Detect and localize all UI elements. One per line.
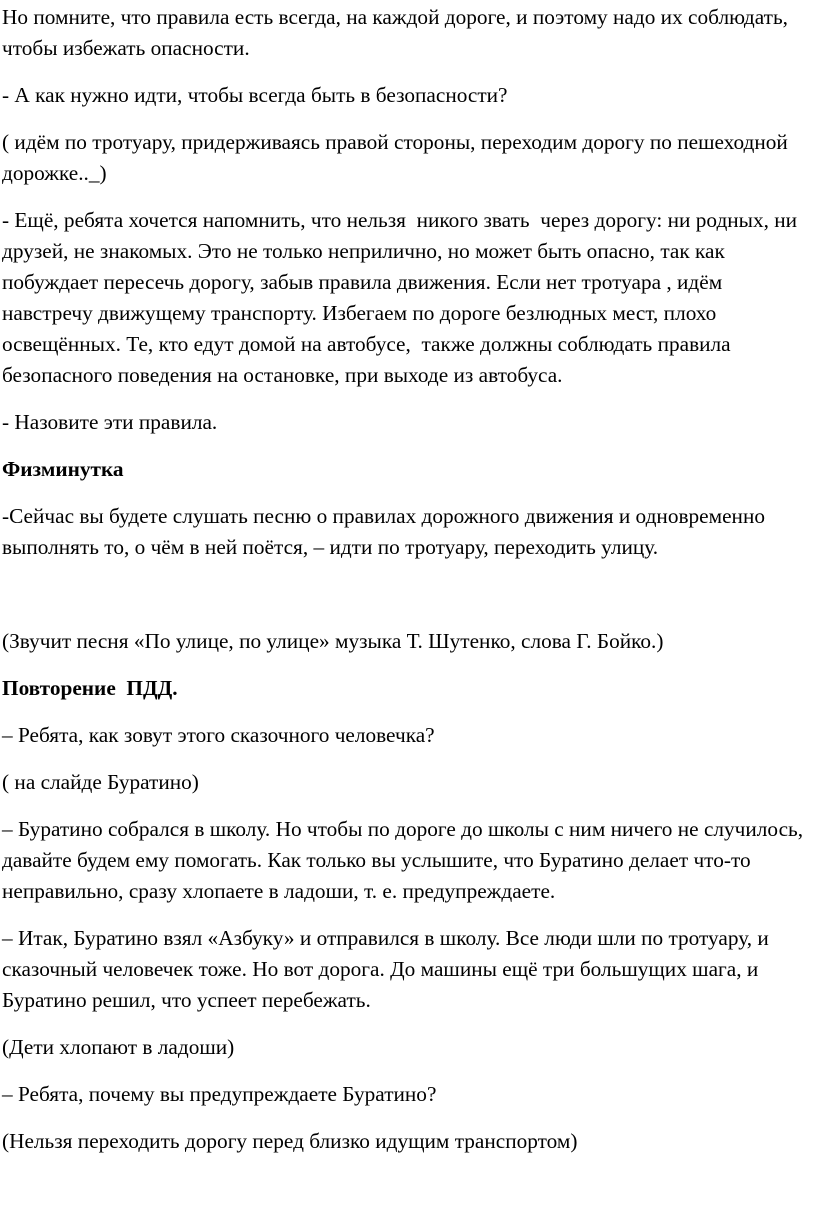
paragraph-question-safety: - А как нужно идти, чтобы всегда быть в безопасности?: [2, 83, 508, 107]
heading-fizminutka: Физминутка: [2, 457, 124, 481]
paragraph-buratino-school: – Буратино собрался в школу. Но чтобы по дороге до школы с ним ничего не случилось, давайте будем ему помогать. Как только вы услышите, что Буратино делает что-то неправильно, сразу хлопаете в ладоши, т. е. предупреждаете.: [2, 817, 809, 903]
paragraph-question-why: – Ребята, почему вы предупреждаете Буратино?: [2, 1082, 437, 1106]
blank-line: [2, 579, 808, 610]
paragraph-song-credit: (Звучит песня «По улице, по улице» музыка Т. Шутенко, слова Г. Бойко.): [2, 629, 664, 653]
paragraph-reminder: - Ещё, ребята хочется напомнить, что нельзя никого звать через дорогу: ни родных, ни друзей, не знакомых. Это не только неприлично, но может быть опасно, так как побуждает пересечь дорогу, забыв правила движения. Если нет тротуара , идём навстречу движущему транспорту. Избегаем по дороге безлюдных мест, плохо освещённых. Те, кто едут домой на автобусе, также должны соблюдать правила безопасного поведения на остановке, при выходе из автобуса.: [2, 208, 803, 387]
paragraph-slide-buratino: ( на слайде Буратино): [2, 770, 199, 794]
paragraph-rules-always: Но помните, что правила есть всегда, на каждой дороге, и поэтому надо их соблюдать, чтобы избежать опасности.: [2, 5, 794, 60]
paragraph-children-clap: (Дети хлопают в ладоши): [2, 1035, 235, 1059]
paragraph-answer-sidewalk: ( идём по тротуару, придерживаясь правой стороны, переходим дорогу по пешеходной дорожке.._): [2, 130, 794, 185]
paragraph-name-rules: - Назовите эти правила.: [2, 410, 218, 434]
paragraph-song-instructions: -Сейчас вы будете слушать песню о правилах дорожного движения и одновременно выполнять то, о чём в ней поётся, – идти по тротуару, переходить улицу.: [2, 504, 771, 559]
paragraph-answer-transport: (Нельзя переходить дорогу перед близко идущим транспортом): [2, 1129, 578, 1153]
paragraph-buratino-road: – Итак, Буратино взял «Азбуку» и отправился в школу. Все люди шли по тротуару, и сказочный человечек тоже. Но вот дорога. До машины ещё три большущих шага, и Буратино решил, что успеет перебежать.: [2, 926, 775, 1012]
paragraph-question-name: – Ребята, как зовут этого сказочного человечка?: [2, 723, 435, 747]
heading-pdd-review: Повторение ПДД.: [2, 676, 178, 700]
